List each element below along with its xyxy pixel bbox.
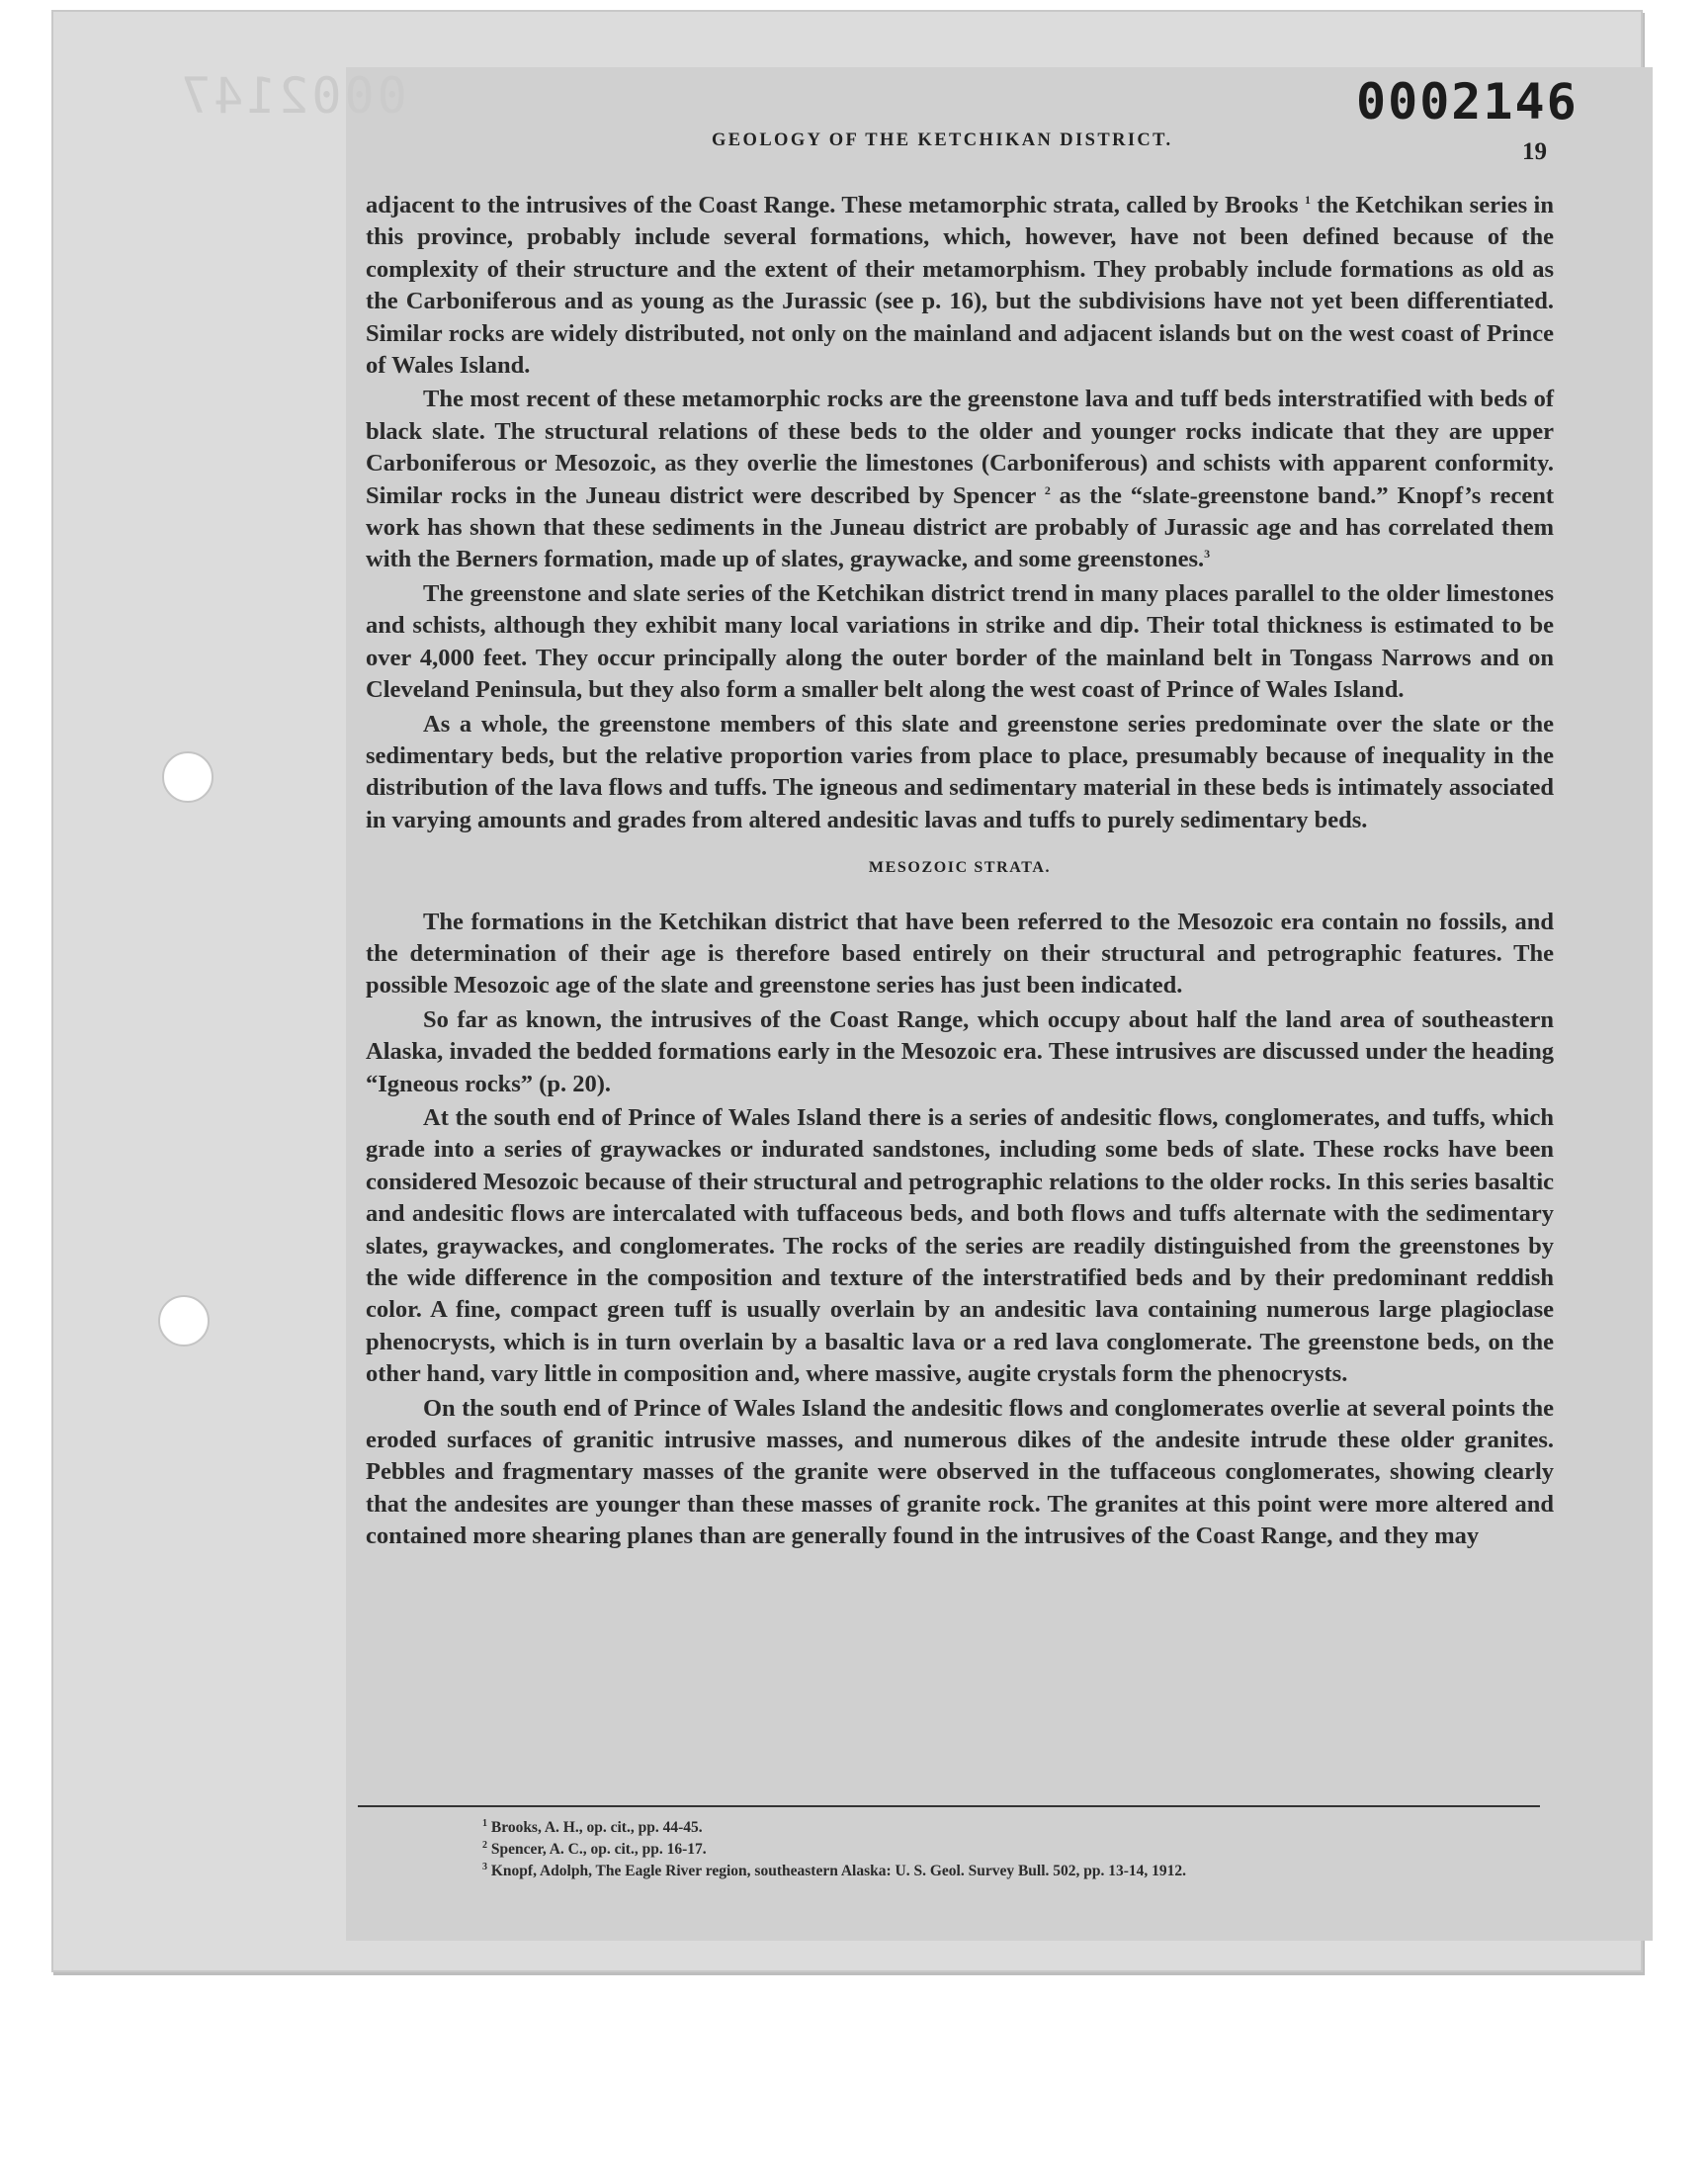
paragraph: The most recent of these metamorphic rocks are the greenstone lava and tuff beds interstratified with beds of black slate. The structural relations of these beds to the older and younger rocks indicate that they are upper Carboniferous or Mesozoic, as they overlie the limestones (Carboniferous) and schists with apparent conformity. Similar rocks in the Juneau district were described by Spencer $^2$ as the “slate-greenstone band.” Knopf’s recent work has shown that these sediments in the Juneau district are probably of Jurassic age and has correlated them with the Berners formation, made up of slates, graywacke, and some greenstones.$^3$ <box>366 386 1555 573</box>
page-number: 19 <box>1522 138 1547 165</box>
footnote-rule <box>358 1805 1540 1807</box>
bleed-through-number: 0002147 <box>178 67 407 125</box>
section-heading: MESOZOIC STRATA. <box>868 859 1052 877</box>
paragraph: At the south end of Prince of Wales Island there is a series of andesitic flows, conglomerates, and tuffs, which grade into a series of graywackes or indurated sandstones, including some beds of slate. These rocks have been considered Mesozoic because of their structural and petrographic relations to the older rocks. In this series basaltic and andesitic flows are intercalated with tuffaceous beds, and both flows and tuffs alternate with the sedimentary slates, graywackes, and conglomerates. The rocks of the series are readily distinguished from the greenstones by the wide difference in the composition and texture of the interstratified beds and by their predominant reddish color. A fine, compact green tuff is usually overlain by an andesitic lava containing numerous large plagioclase phenocrysts, which is in turn overlain by a basaltic lava or a red lava conglomerate. The greenstone beds, on the other hand, vary little in composition and, where massive, augite crystals form the phenocrysts. <box>366 1103 1554 1388</box>
footnote-ref: 1 <box>1304 192 1311 207</box>
paragraph: So far as known, the intrusives of the Coast Range, which occupy about half the land area of southeastern Alaska, invaded the bedded formations early in the Mesozoic era. These intrusives are discussed under the heading “Igneous rocks” (p. 20). <box>366 1005 1554 1097</box>
paragraph: The formations in the Ketchikan district that have been referred to the Mesozoic era contain no fossils, and the determination of their age is therefore based entirely on their structural and petrographic features. The possible Mesozoic age of the slate and greenstone series has just been indicated. <box>366 908 1554 1000</box>
binder-hole <box>158 1295 210 1347</box>
footnote-ref: 2 <box>1044 482 1051 497</box>
footnote: $^2$ Spencer, A. C., op. cit., pp. 16-17. <box>482 1839 707 1858</box>
paragraph: adjacent to the intrusives of the Coast Range. These metamorphic strata, called by Brooks $^1$ the Ketchikan series in this province, probably include several formations, which, however, have not been defined because of the complexity of their structure and the extent of their metamorphism. They probably include formations as old as the Carboniferous and as young as the Jurassic (see p. 16), but the subdivisions have not yet been differentiated. Similar rocks are widely distributed, not only on the mainland and adjacent islands but on the west coast of Prince of Wales Island. <box>366 192 1554 380</box>
paragraph: As a whole, the greenstone members of this slate and greenstone series predominate over the slate or the sedimentary beds, but the relative proportion varies from place to place, presumably because of inequality in the distribution of the lava flows and tuffs. The igneous and sedimentary material in these beds is intimately associated in varying amounts and grades from altered andesitic lavas and tuffs to purely sedimentary beds. <box>366 710 1554 833</box>
body-text <box>366 190 1554 1553</box>
footnote: $^1$ Brooks, A. H., op. cit., pp. 44-45. <box>482 1817 703 1836</box>
footnotes <box>482 1817 1550 1882</box>
paragraph: On the south end of Prince of Wales Island the andesitic flows and conglomerates overlie at several points the eroded surfaces of granitic intrusive masses, and numerous dikes of the andesite intrude these older granites. Pebbles and fragmentary masses of the granite were observed in the tuffaceous conglomerates, showing clearly that the andesites are younger than these masses of granite rock. The granites at this point were more altered and contained more shearing planes than are generally found in the intrusives of the Coast Range, and they may <box>366 1394 1554 1550</box>
running-head: GEOLOGY OF THE KETCHIKAN DISTRICT. <box>712 130 1173 150</box>
footnote: $^3$ Knopf, Adolph, The Eagle River region, southeastern Alaska: U. S. Geol. Survey Bull. 502, pp. 13-14, 1912. <box>482 1861 1187 1879</box>
binder-hole <box>162 751 214 803</box>
stamp-number: 0002146 <box>1356 73 1579 130</box>
footnote-ref: 3 <box>1204 547 1211 562</box>
paragraph: The greenstone and slate series of the Ketchikan district trend in many places parallel to the older limestones and schists, although they exhibit many local variations in strike and dip. Their total thickness is estimated to be over 4,000 feet. They occur principally along the outer border of the mainland belt in Tongass Narrows and on Cleveland Peninsula, but they also form a smaller belt along the west coast of Prince of Wales Island. <box>366 579 1554 704</box>
